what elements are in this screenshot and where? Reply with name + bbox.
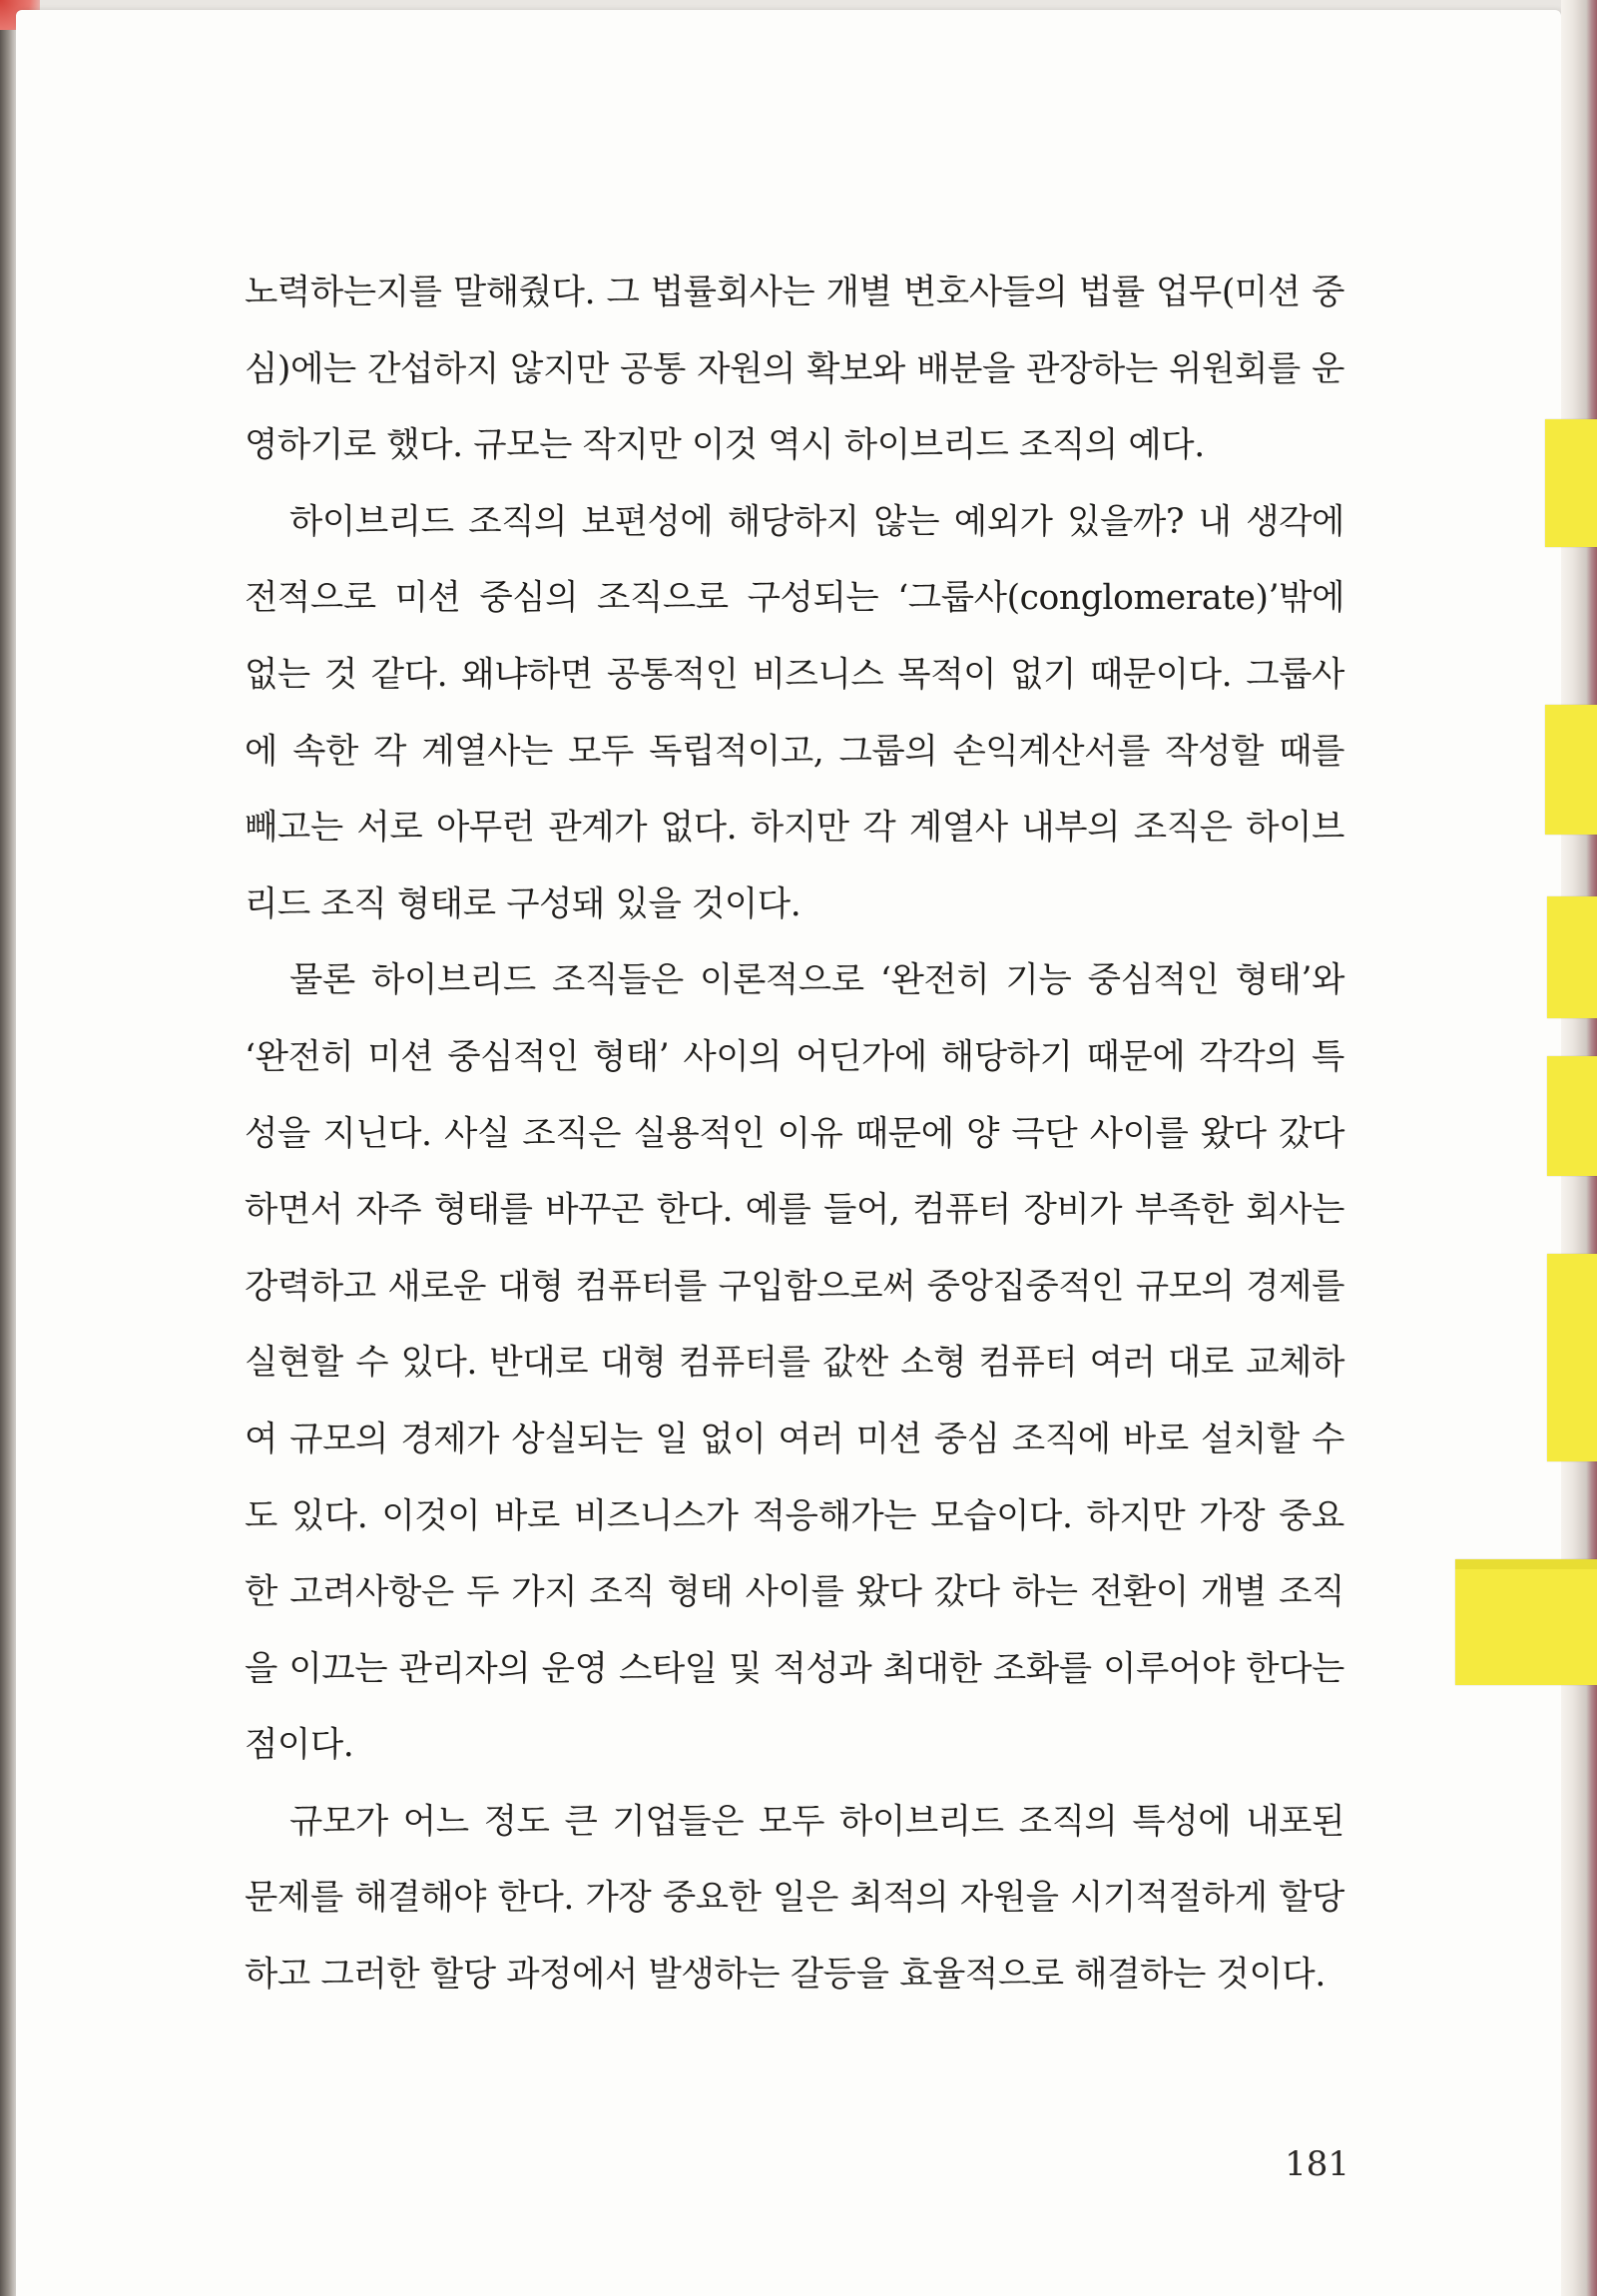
paragraph-4: 규모가 어느 정도 큰 기업들은 모두 하이브리드 조직의 특성에 내포된 문제를 해결해야 한다. 가장 중요한 일은 최적의 자원을 시기적절하게 할당하고 그러한 할당 과정에서 발생하는 갈등을 효율적으로 해결하는 것이다. [245, 1801, 1344, 1996]
paragraph-1: 노력하는지를 말해줬다. 그 법률회사는 개별 변호사들의 법률 업무(미션 중심)에는 간섭하지 않지만 공통 자원의 확보와 배분을 관장하는 위원회를 운영하기로 했다. 규모는 작지만 이것 역시 하이브리드 조직의 예다. [245, 273, 1344, 466]
sticky-tab[interactable] [1455, 1559, 1597, 1685]
sticky-tab[interactable] [1547, 1254, 1597, 1461]
sticky-tab[interactable] [1545, 419, 1597, 547]
page-number: 181 [1285, 2144, 1349, 2184]
sticky-tab-fold [1455, 1559, 1597, 1569]
book-spine-shadow [0, 0, 16, 2296]
paragraph-2: 하이브리드 조직의 보편성에 해당하지 않는 예외가 있을까? 내 생각에 전적으로 미션 중심의 조직으로 구성되는 ‘그룹사(conglomerate)’밖에 없는 것 같다. 왜냐하면 공통적인 비즈니스 목적이 없기 때문이다. 그룹사에 속한 각 계열사는 모두 독립적이고, 그룹의 손익계산서를 작성할 때를 빼고는 서로 아무런 관계가 없다. 하지만 각 계열사 내부의 조직은 하이브리드 조직 형태로 구성돼 있을 것이다. [245, 501, 1344, 924]
sticky-tab[interactable] [1547, 896, 1597, 1018]
sticky-tab[interactable] [1545, 705, 1597, 835]
paragraph-3: 물론 하이브리드 조직들은 이론적으로 ‘완전히 기능 중심적인 형태’와 ‘완전히 미션 중심적인 형태’ 사이의 어딘가에 해당하기 때문에 각각의 특성을 지닌다. 사실 조직은 실용적인 이유 때문에 양 극단 사이를 왔다 갔다 하면서 자주 형태를 바꾸곤 한다. 예를 들어, 컴퓨터 장비가 부족한 회사는 강력하고 새로운 대형 컴퓨터를 구입함으로써 중앙집중적인 규모의 경제를 실현할 수 있다. 반대로 대형 컴퓨터를 값싼 소형 컴퓨터 여러 대로 교체하여 규모의 경제가 상실되는 일 없이 여러 미션 중심 조직에 바로 설치할 수도 있다. 이것이 바로 비즈니스가 적응해가는 모습이다. 하지만 가장 중요한 고려사항은 두 가지 조직 형태 사이를 왔다 갔다 하는 전환이 개별 조직을 이끄는 관리자의 운영 스타일 및 적성과 최대한 조화를 이루어야 한다는 점이다. [245, 960, 1344, 1766]
body-text [245, 255, 1344, 2013]
sticky-tab[interactable] [1547, 1056, 1597, 1176]
